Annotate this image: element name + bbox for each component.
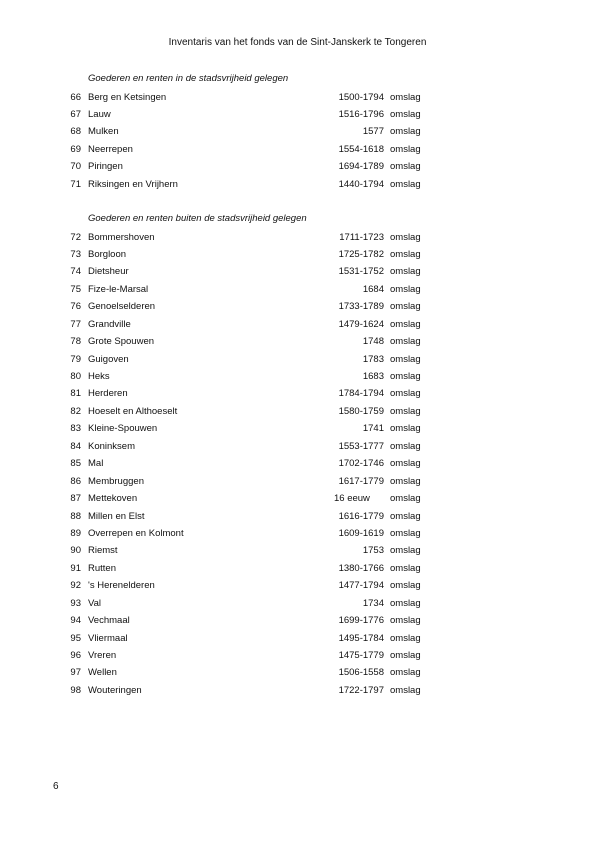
place-name: Riksingen en Vrijhern bbox=[88, 178, 178, 190]
item-type: omslag bbox=[390, 353, 421, 365]
item-type: omslag bbox=[390, 597, 421, 609]
item-type: omslag bbox=[390, 562, 421, 574]
item-type: omslag bbox=[390, 423, 421, 435]
inventory-number: 78 bbox=[70, 336, 81, 348]
inventory-number: 98 bbox=[70, 684, 81, 696]
place-name: Overrepen en Kolmont bbox=[88, 527, 184, 539]
place-name: Wellen bbox=[88, 667, 117, 679]
inventory-number: 84 bbox=[70, 440, 81, 452]
inventory-number: 71 bbox=[70, 178, 81, 190]
inventory-number: 73 bbox=[70, 248, 81, 260]
inventory-row bbox=[0, 542, 595, 559]
inventory-row bbox=[0, 263, 595, 280]
inventory-number: 67 bbox=[70, 108, 81, 120]
item-type: omslag bbox=[390, 667, 421, 679]
inventory-number: 77 bbox=[70, 318, 81, 330]
date-range: 1495-1784 bbox=[338, 632, 384, 644]
page-number: 6 bbox=[53, 781, 59, 792]
inventory-row bbox=[0, 281, 595, 298]
item-type: omslag bbox=[390, 91, 421, 103]
place-name: Guigoven bbox=[88, 353, 129, 365]
inventory-row bbox=[0, 577, 595, 594]
place-name: Dietsheur bbox=[88, 266, 129, 278]
section-buiten-stadsvrijheid bbox=[0, 211, 595, 699]
item-type: omslag bbox=[390, 266, 421, 278]
place-name: Mulken bbox=[88, 126, 119, 138]
place-name: Vreren bbox=[88, 650, 117, 661]
item-type: omslag bbox=[390, 527, 421, 539]
inventory-row bbox=[0, 158, 595, 175]
place-name: Wouteringen bbox=[88, 684, 142, 696]
inventory-row bbox=[0, 664, 595, 681]
place-name: Rutten bbox=[88, 562, 116, 574]
date-range: 1617-1779 bbox=[338, 475, 384, 487]
inventory-number: 92 bbox=[70, 580, 81, 592]
item-type: omslag bbox=[390, 458, 421, 470]
date-range: 1506-1558 bbox=[338, 667, 384, 679]
inventory-number: 97 bbox=[70, 667, 81, 679]
inventory-list bbox=[0, 89, 595, 194]
item-type: omslag bbox=[390, 178, 421, 190]
inventory-row bbox=[0, 612, 595, 629]
inventory-row bbox=[0, 438, 595, 455]
date-range: 1684 bbox=[362, 283, 384, 295]
place-name: Neerrepen bbox=[88, 143, 133, 155]
item-type: omslag bbox=[390, 650, 421, 661]
inventory-row bbox=[0, 316, 595, 333]
date-range: 1783 bbox=[362, 353, 384, 365]
inventory-row bbox=[0, 89, 595, 106]
inventory-row bbox=[0, 490, 595, 507]
inventory-number: 96 bbox=[70, 650, 81, 661]
inventory-number: 70 bbox=[70, 161, 81, 173]
item-type: omslag bbox=[390, 684, 421, 696]
item-type: omslag bbox=[390, 336, 421, 348]
place-name: Genoelselderen bbox=[88, 301, 156, 313]
place-name: Fize-le-Marsal bbox=[88, 283, 149, 295]
inventory-row bbox=[0, 298, 595, 315]
inventory-row bbox=[0, 229, 595, 246]
inventory-row bbox=[0, 106, 595, 123]
inventory-number: 82 bbox=[70, 405, 81, 417]
section-heading: Goederen en renten in de stadsvrijheid gelegen bbox=[88, 73, 289, 84]
place-name: Kleine-Spouwen bbox=[88, 423, 158, 435]
date-range: 1734 bbox=[362, 597, 384, 609]
place-name: Bommershoven bbox=[88, 231, 155, 243]
inventory-row bbox=[0, 176, 595, 193]
date-range: 1554-1618 bbox=[338, 143, 384, 155]
inventory-row bbox=[0, 647, 595, 664]
item-type: omslag bbox=[390, 371, 421, 382]
date-range: 1733-1789 bbox=[338, 301, 384, 313]
inventory-number: 88 bbox=[70, 510, 81, 522]
date-range: 1479-1624 bbox=[338, 318, 384, 330]
date-range: 1475-1779 bbox=[338, 650, 384, 661]
date-range: 1784-1794 bbox=[338, 388, 384, 400]
inventory-number: 89 bbox=[70, 527, 81, 539]
date-range: 1748 bbox=[362, 336, 384, 348]
item-type: omslag bbox=[390, 143, 421, 155]
item-type: omslag bbox=[390, 440, 421, 452]
inventory-number: 86 bbox=[70, 475, 81, 487]
inventory-number: 69 bbox=[70, 143, 81, 155]
inventory-row bbox=[0, 630, 595, 647]
inventory-row bbox=[0, 141, 595, 158]
date-range: 1722-1797 bbox=[338, 684, 384, 696]
date-range: 1694-1789 bbox=[338, 161, 384, 173]
place-name: Grote Spouwen bbox=[88, 336, 155, 348]
inventory-row bbox=[0, 420, 595, 437]
inventory-number: 75 bbox=[70, 283, 81, 295]
inventory-number: 93 bbox=[70, 597, 81, 609]
item-type: omslag bbox=[390, 108, 421, 120]
inventory-number: 76 bbox=[70, 301, 81, 313]
item-type: omslag bbox=[390, 231, 421, 243]
date-range: 1616-1779 bbox=[338, 510, 384, 522]
inventory-row bbox=[0, 595, 595, 612]
date-range: 1609-1619 bbox=[338, 527, 384, 539]
item-type: omslag bbox=[390, 283, 421, 295]
inventory-row bbox=[0, 333, 595, 350]
place-name: Grandville bbox=[88, 318, 131, 330]
item-type: omslag bbox=[390, 248, 421, 260]
date-range: 1500-1794 bbox=[338, 91, 384, 103]
inventory-number: 80 bbox=[70, 371, 81, 382]
item-type: omslag bbox=[390, 545, 421, 557]
place-name: Vechmaal bbox=[88, 615, 130, 627]
date-range: 1683 bbox=[362, 371, 384, 382]
inventory-row bbox=[0, 385, 595, 402]
date-range: 1440-1794 bbox=[338, 178, 384, 190]
item-type: omslag bbox=[390, 510, 421, 522]
section-in-stadsvrijheid bbox=[0, 71, 595, 193]
inventory-row bbox=[0, 473, 595, 490]
inventory-number: 94 bbox=[70, 615, 81, 627]
place-name: Vliermaal bbox=[88, 632, 128, 644]
page-header: Inventaris van het fonds van de Sint-Janskerk te Tongeren bbox=[168, 37, 427, 48]
place-name: Riemst bbox=[88, 545, 118, 557]
inventory-number: 95 bbox=[70, 632, 81, 644]
place-name: Mal bbox=[88, 458, 104, 470]
inventory-row bbox=[0, 508, 595, 525]
place-name: Lauw bbox=[88, 108, 111, 120]
inventory-list bbox=[0, 229, 595, 700]
place-name: Herderen bbox=[88, 388, 128, 400]
place-name: Hoeselt en Althoeselt bbox=[88, 405, 178, 417]
item-type: omslag bbox=[390, 632, 421, 644]
inventory-row bbox=[0, 682, 595, 699]
place-name: Membruggen bbox=[88, 475, 144, 487]
inventory-number: 87 bbox=[70, 493, 81, 505]
date-range: 16 eeuw bbox=[334, 493, 370, 505]
place-name: Berg en Ketsingen bbox=[88, 91, 167, 103]
date-range: 1753 bbox=[362, 545, 384, 557]
inventory-row bbox=[0, 525, 595, 542]
inventory-number: 79 bbox=[70, 353, 81, 365]
item-type: omslag bbox=[390, 475, 421, 487]
inventory-number: 91 bbox=[70, 562, 81, 574]
inventory-row bbox=[0, 246, 595, 263]
inventory-number: 66 bbox=[70, 91, 81, 103]
item-type: omslag bbox=[390, 318, 421, 330]
inventory-number: 72 bbox=[70, 231, 81, 243]
date-range: 1741 bbox=[362, 423, 384, 435]
item-type: omslag bbox=[390, 301, 421, 313]
item-type: omslag bbox=[390, 405, 421, 417]
item-type: omslag bbox=[390, 493, 421, 505]
date-range: 1577 bbox=[362, 126, 384, 138]
date-range: 1580-1759 bbox=[338, 405, 384, 417]
date-range: 1702-1746 bbox=[338, 458, 384, 470]
inventory-number: 83 bbox=[70, 423, 81, 435]
place-name: Heks bbox=[88, 371, 110, 382]
inventory-number: 68 bbox=[70, 126, 81, 138]
inventory-row bbox=[0, 560, 595, 577]
date-range: 1477-1794 bbox=[338, 580, 384, 592]
place-name: Millen en Elst bbox=[88, 510, 145, 522]
place-name: 's Herenelderen bbox=[88, 580, 155, 592]
inventory-row bbox=[0, 368, 595, 385]
place-name: Piringen bbox=[88, 161, 123, 173]
section-heading: Goederen en renten buiten de stadsvrijheid gelegen bbox=[88, 213, 307, 224]
item-type: omslag bbox=[390, 161, 421, 173]
date-range: 1380-1766 bbox=[338, 562, 384, 574]
item-type: omslag bbox=[390, 580, 421, 592]
place-name: Val bbox=[88, 597, 102, 609]
date-range: 1516-1796 bbox=[338, 108, 384, 120]
place-name: Borgloon bbox=[88, 248, 127, 260]
inventory-number: 74 bbox=[70, 266, 81, 278]
inventory-row bbox=[0, 455, 595, 472]
date-range: 1725-1782 bbox=[338, 248, 384, 260]
inventory-row bbox=[0, 351, 595, 368]
date-range: 1699-1776 bbox=[338, 615, 384, 627]
inventory-number: 90 bbox=[70, 545, 81, 557]
inventory-row bbox=[0, 123, 595, 140]
item-type: omslag bbox=[390, 126, 421, 138]
inventory-number: 81 bbox=[70, 388, 81, 400]
item-type: omslag bbox=[390, 615, 421, 627]
item-type: omslag bbox=[390, 388, 421, 400]
place-name: Mettekoven bbox=[88, 493, 138, 505]
place-name: Koninksem bbox=[88, 440, 135, 452]
date-range: 1711-1723 bbox=[339, 231, 384, 243]
inventory-number: 85 bbox=[70, 458, 81, 470]
date-range: 1553-1777 bbox=[338, 440, 384, 452]
inventory-row bbox=[0, 403, 595, 420]
date-range: 1531-1752 bbox=[338, 266, 384, 278]
